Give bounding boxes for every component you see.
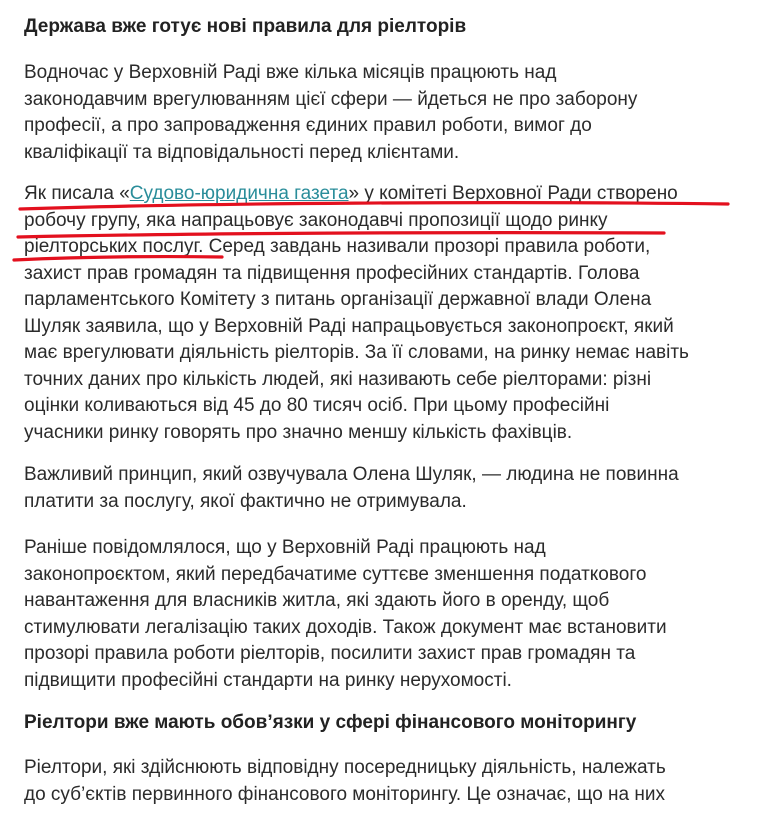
paragraph-5 [24, 755, 764, 808]
section-heading-2: Ріелтори вже мають обов’язки у сфері фінансового моніторингу [24, 712, 637, 733]
paragraph-1-line: кваліфікації та відповідальності перед клієнтами. [24, 141, 460, 163]
paragraph-2-line: ріелторських послуг. Серед завдань називали прозорі правила роботи, [24, 236, 651, 257]
paragraph-4-line: підвищити професійні стандарти на ринку нерухомості. [24, 669, 512, 691]
paragraph-2-line: має врегулювати діяльність ріелторів. За її словами, на ринку немає навіть [24, 342, 689, 363]
paragraph-5-line: Ріелтори, які здійснюють відповідну посередницьку діяльність, належать [24, 757, 666, 778]
paragraph-2-line-1 [24, 181, 764, 208]
paragraph-1-line: законодавчим врегулюванням цієї сфери — йдеться не про заборону [24, 88, 638, 110]
paragraph-2-line: робочу групу, яка напрацьовує законодавчі пропозиції щодо ринку [24, 209, 608, 231]
paragraph-3-line: платити за послугу, якої фактично не отримувала. [24, 490, 467, 512]
section-heading-1: Держава вже готує нові правила для ріелторів [24, 16, 467, 37]
paragraph-4 [24, 535, 764, 694]
source-link[interactable]: Судово-юридична газета [129, 183, 349, 204]
paragraph-1-line: професії, а про запровадження єдиних правил роботи, вимог до [24, 115, 592, 136]
paragraph-3-line: Важливий принцип, який озвучувала Олена Шуляк, — людина не повинна [24, 464, 679, 485]
paragraph-2-line: парламентського Комітету з питань організації державної влади Олена [24, 289, 652, 310]
paragraph-1-line: Водночас у Верховній Раді вже кілька місяців працюють над [24, 62, 557, 83]
paragraph-5-line: до суб’єктів первинного фінансового моніторингу. Це означає, що на них [24, 783, 665, 805]
paragraph-2-line: Шуляк заявила, що у Верховній Раді напрацьовується законопроєкт, який [24, 315, 674, 337]
paragraph-2-line: оцінки коливаються від 45 до 80 тисяч осіб. При цьому професійні [24, 395, 610, 416]
paragraph-4-line: прозорі правила роботи ріелторів, посилити захист прав громадян та [24, 643, 636, 664]
paragraph-2-line: учасники ринку говорять про значно меншу кількість фахівців. [24, 421, 573, 443]
paragraph-4-line: законопроєктом, який передбачатиме суттєве зменшення податкового [24, 563, 647, 585]
paragraph-2-line: точних даних про кількість людей, які називають себе ріелторами: різні [24, 368, 652, 390]
paragraph-4-line: навантаження для власників житла, які здають його в оренду, щоб [24, 590, 610, 611]
paragraph-2 [24, 181, 764, 446]
paragraph-2-line: захист прав громадян та підвищення професійних стандартів. Голова [24, 262, 640, 284]
paragraph-4-line: стимулювати легалізацію таких доходів. Також документ має встановити [24, 616, 667, 638]
paragraph-1 [24, 60, 764, 166]
paragraph-2-suffix: » у комітеті Верховної Ради створено [348, 183, 678, 204]
paragraph-4-line: Раніше повідомлялося, що у Верховній Раді працюють над [24, 537, 546, 558]
paragraph-3 [24, 462, 764, 515]
paragraph-2-prefix: Як писала « [24, 183, 130, 204]
